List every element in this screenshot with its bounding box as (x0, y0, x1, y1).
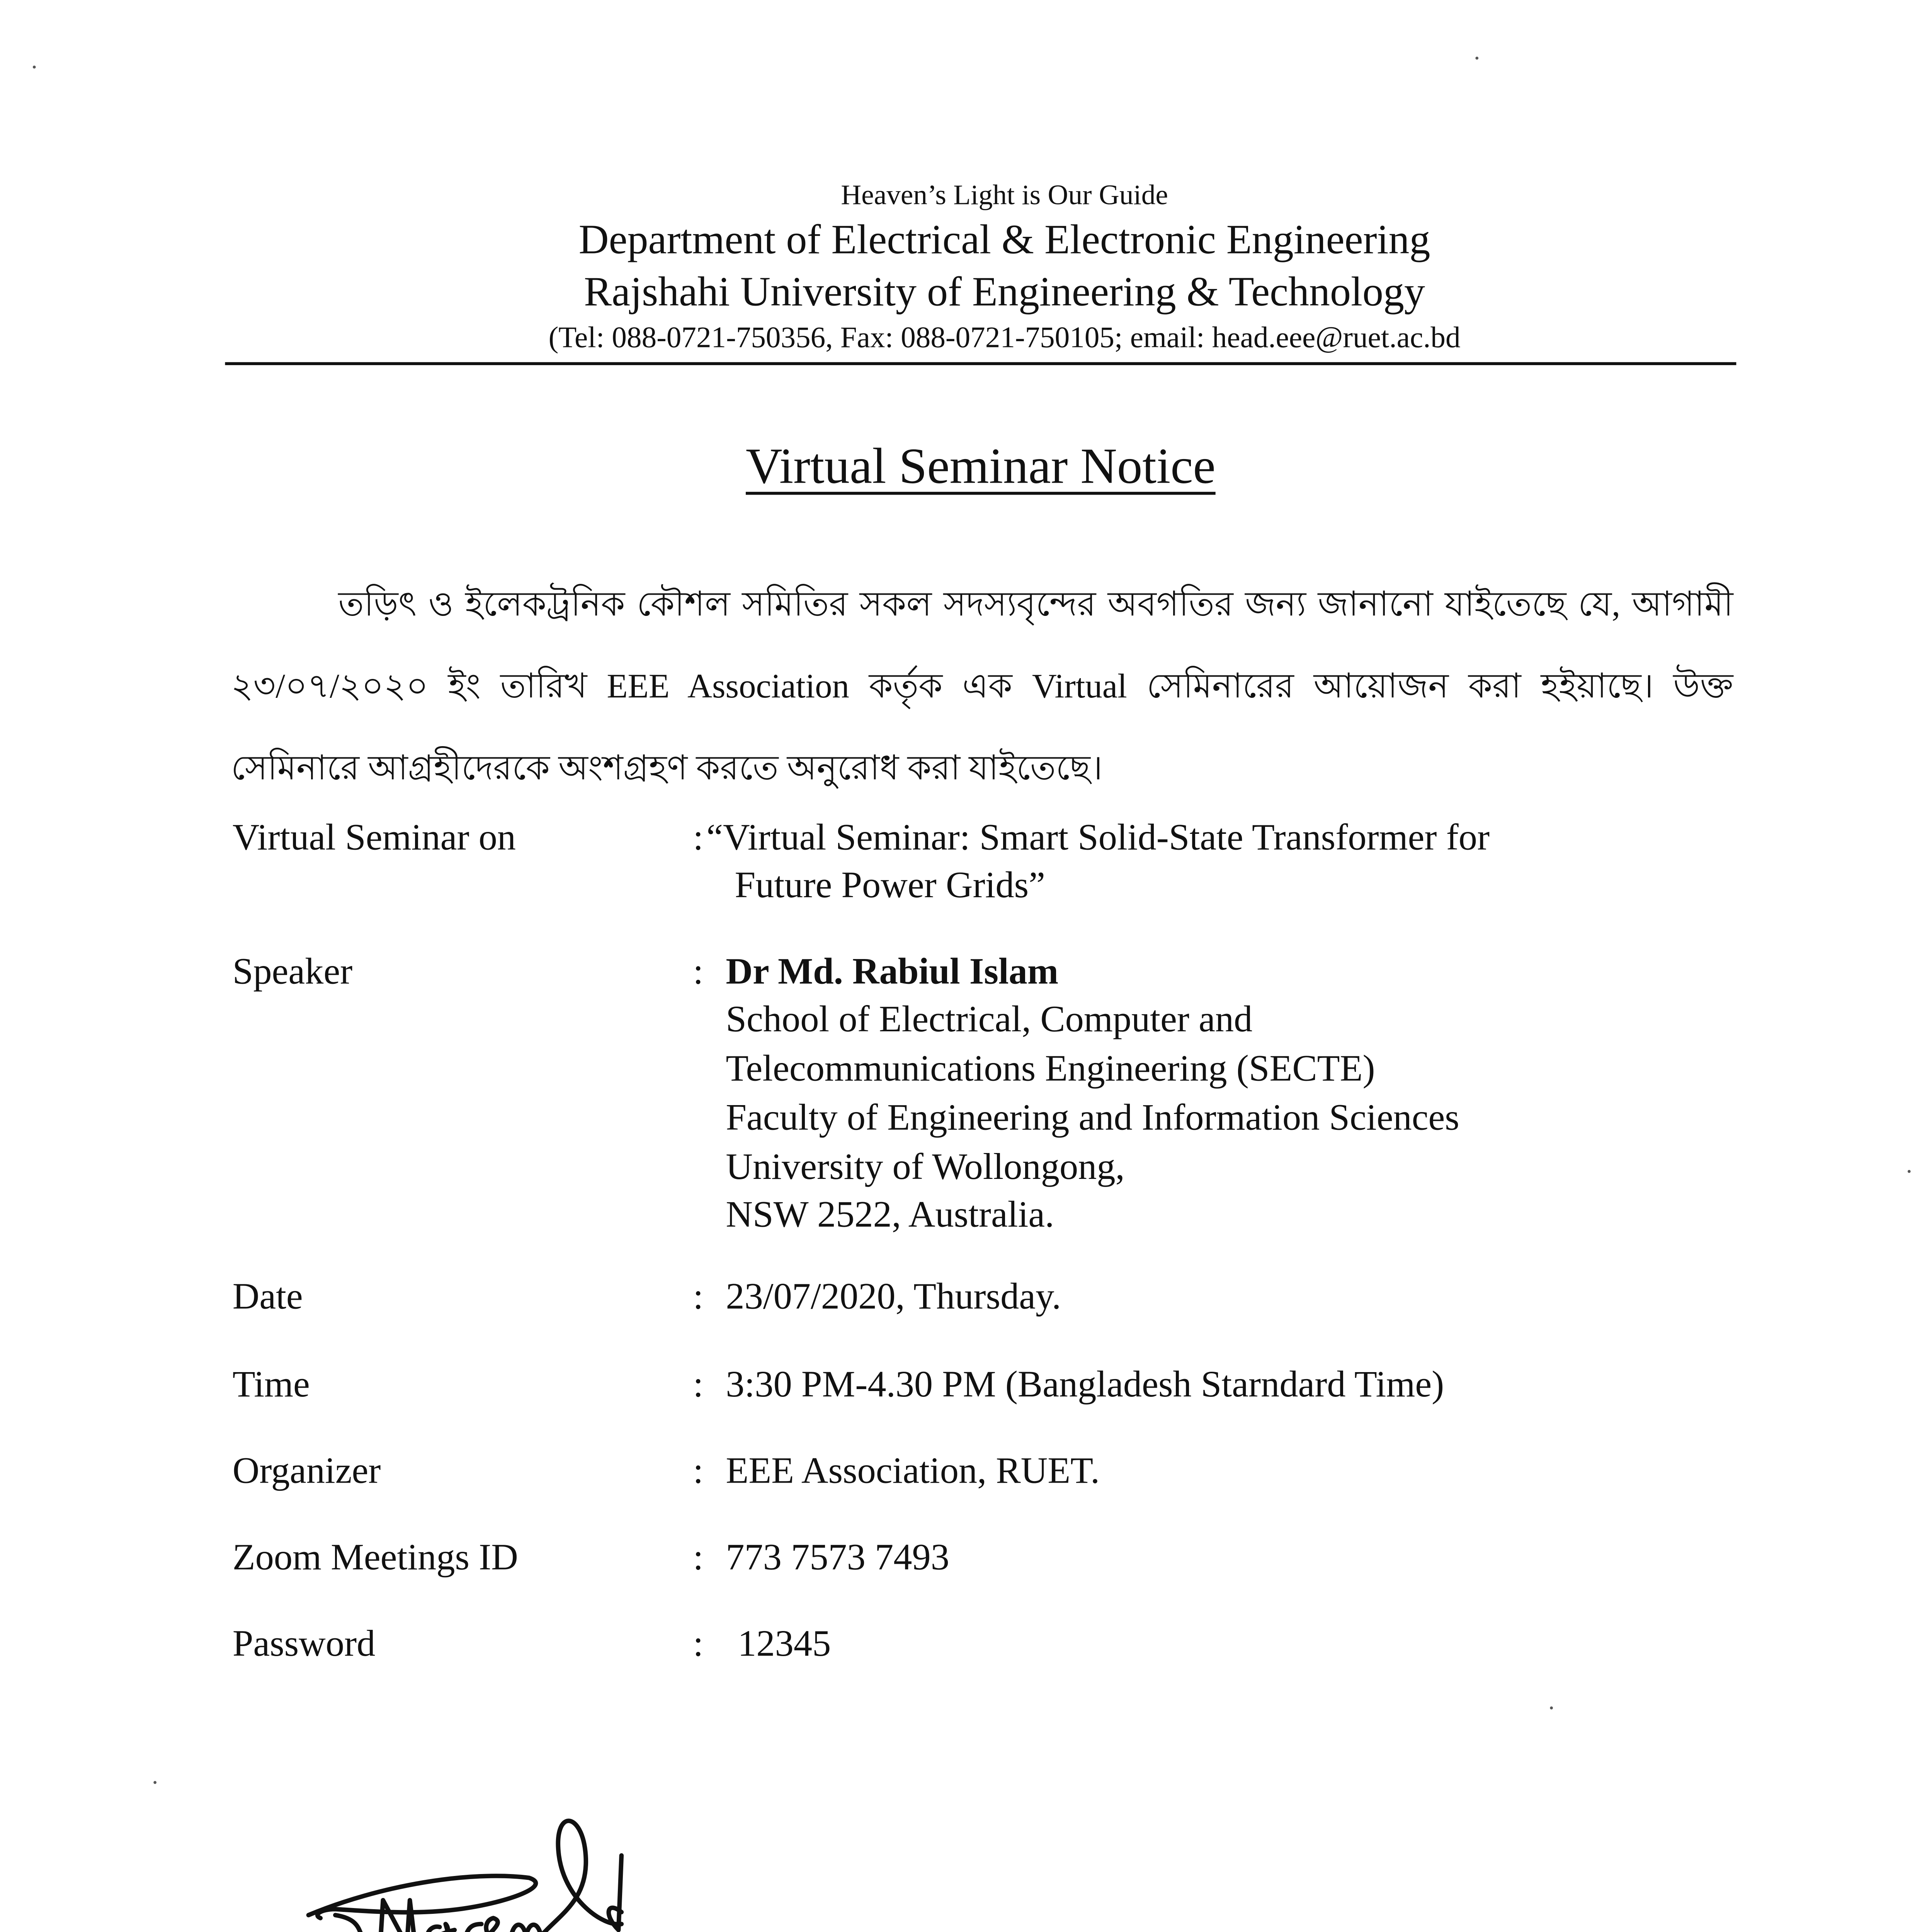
notice-title: Virtual Seminar Notice (746, 439, 1216, 495)
scan-speck (33, 66, 36, 69)
detail-label: Virtual Seminar on (232, 818, 516, 859)
detail-colon: : (693, 1277, 704, 1318)
scan-speck (153, 1781, 156, 1784)
detail-colon: : (693, 1451, 704, 1492)
handwritten-signature (291, 1796, 753, 1932)
letterhead-contact: (Tel: 088-0721-750356, Fax: 088-0721-750105; email: head.eee@ruet.ac.bd (548, 322, 1461, 355)
seminar-title-line1: “Virtual Seminar: Smart Solid-State Transformer for (706, 818, 1490, 859)
speaker-affiliation-line: Telecommunications Engineering (SECTE) (726, 1049, 1375, 1090)
detail-label: Time (232, 1365, 310, 1406)
scan-speck (1475, 57, 1478, 60)
detail-value: 773 7573 7493 (726, 1538, 949, 1578)
speaker-name: Dr Md. Rabiul Islam (726, 952, 1059, 993)
detail-label: Speaker (232, 952, 353, 993)
detail-label: Zoom Meetings ID (232, 1538, 518, 1578)
seminar-title-line2: Future Power Grids” (735, 866, 1045, 906)
letterhead-university: Rajshahi University of Engineering & Technology (584, 270, 1425, 316)
speaker-affiliation-line: NSW 2522, Australia. (726, 1195, 1054, 1236)
detail-colon: : (693, 1365, 704, 1406)
detail-label: Date (232, 1277, 303, 1318)
letterhead-divider (225, 362, 1736, 365)
scan-speck (1550, 1706, 1553, 1709)
letterhead-department: Department of Electrical & Electronic Engineering (578, 218, 1430, 264)
speaker-affiliation-line: University of Wollongong, (726, 1147, 1125, 1188)
detail-value: 23/07/2020, Thursday. (726, 1277, 1061, 1318)
speaker-affiliation-line: School of Electrical, Computer and (726, 1000, 1253, 1041)
notice-intro: তড়িৎ ও ইলেকট্রনিক কৌশল সমিতির সকল সদস্যবৃন্দের অবগতির জন্য জানানো যাইতেছে যে, আগামী ২৩/০৭/২০২০ ইং তারিখ EEE Association কর্তৃক এক Virtual সেমিনারের আয়োজন করা হইয়াছে। উক্ত সেমিনারে আগ্রহীদেরকে অংশগ্রহণ করতে অনুরোধ করা যাইতেছে। (231, 585, 1733, 787)
detail-value: 3:30 PM-4.30 PM (Bangladesh Starndard Time) (726, 1365, 1444, 1406)
detail-colon: : (693, 818, 704, 859)
detail-colon: : (693, 952, 704, 993)
detail-value: 12345 (738, 1624, 831, 1665)
detail-colon: : (693, 1624, 704, 1665)
letterhead-motto: Heaven’s Light is Our Guide (841, 180, 1168, 212)
detail-colon: : (693, 1538, 704, 1578)
detail-value: EEE Association, RUET. (726, 1451, 1100, 1492)
detail-label: Password (232, 1624, 376, 1665)
detail-label: Organizer (232, 1451, 381, 1492)
scan-speck (1908, 1170, 1911, 1173)
speaker-affiliation-line: Faculty of Engineering and Information Sciences (726, 1098, 1459, 1139)
